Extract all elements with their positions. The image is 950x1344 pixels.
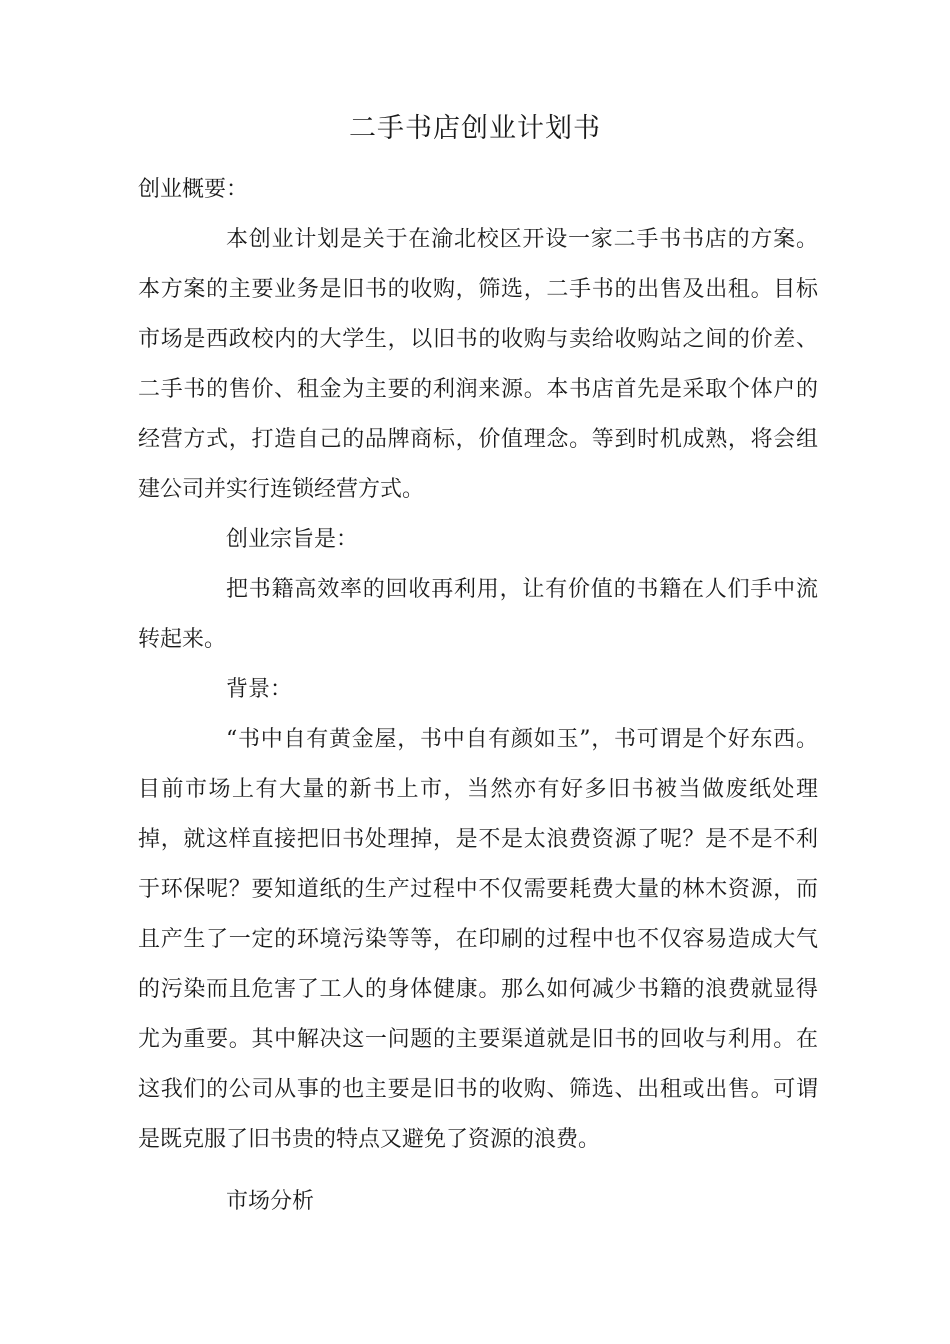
background-heading: 背景：: [226, 677, 293, 702]
market-analysis-heading: 市场分析: [226, 1189, 315, 1214]
purpose-heading: 创业宗旨是：: [226, 527, 359, 552]
document-title: 二手书店创业计划书: [349, 113, 601, 144]
document-body: [138, 165, 818, 1227]
purpose-paragraph: 把书籍高效率的回收再利用，让有价值的书籍在人们手中流转起来。: [138, 577, 818, 652]
background-paragraph: “书中自有黄金屋，书中自有颜如玉”，书可谓是个好东西。目前市场上有大量的新书上市，当然亦有好多旧书被当做废纸处理掉，就这样直接把旧书处理掉，是不是太浪费资源了呢？是不是不利于环保呢？要知道纸的生产过程中不仅需要耗费大量的林木资源，而且产生了一定的环境污染等等，在印刷的过程中也不仅容易造成大气的污染而且危害了工人的身体健康。那么如何减少书籍的浪费就显得尤为重要。其中解决这一问题的主要渠道就是旧书的回收与利用。在这我们的公司从事的也主要是旧书的收购、筛选、出租或出售。可谓是既克服了旧书贵的特点又避免了资源的浪费。: [138, 727, 818, 1152]
overview-heading: 创业概要：: [138, 177, 249, 202]
overview-paragraph: 本创业计划是关于在渝北校区开设一家二手书书店的方案。本方案的主要业务是旧书的收购，筛选，二手书的出售及出租。目标市场是西政校内的大学生，以旧书的收购与卖给收购站之间的价差、二手书的售价、租金为主要的利润来源。本书店首先是采取个体户的经营方式，打造自己的品牌商标，价值理念。等到时机成熟，将会组建公司并实行连锁经营方式。: [138, 227, 818, 502]
